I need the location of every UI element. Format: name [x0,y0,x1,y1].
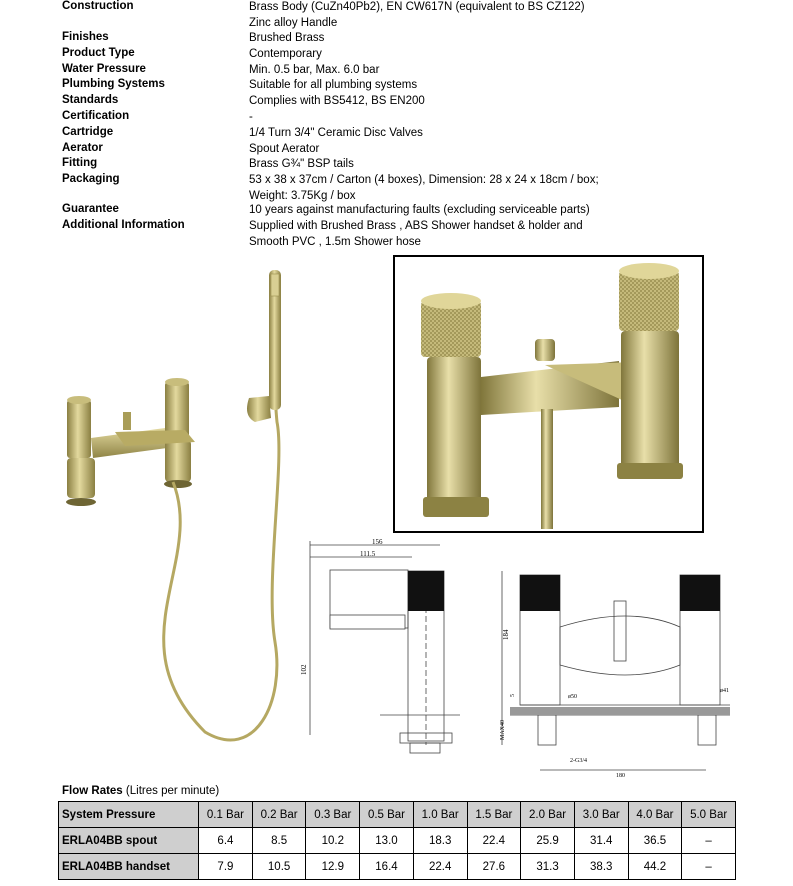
flow-cell: 13.0 [360,828,414,854]
spec-value-line: Brass G¾" BSP tails [249,158,354,170]
flow-header-label: System Pressure [59,802,199,828]
spec-label: Standards [62,94,119,106]
spec-value [249,110,629,126]
dim-g34: 2-G3/4 [570,758,587,764]
dim-184: 184 [502,629,510,640]
flow-cell: 10.5 [252,854,306,880]
flow-cell: 31.3 [521,854,575,880]
flow-cell: 22.4 [467,828,521,854]
flow-header-cell: 4.0 Bar [628,802,682,828]
spec-value [249,173,629,204]
flow-cell: 8.5 [252,828,306,854]
flow-header-cell: 1.0 Bar [413,802,467,828]
spec-label: Aerator [62,142,103,154]
dim-max40: MAX40 [500,719,506,740]
side-view-drawing [300,535,480,760]
flow-cell: 18.3 [413,828,467,854]
spec-value-line: Contemporary [249,48,322,60]
flow-row-label: ERLA04BB handset [59,854,199,880]
spec-value-line: Zinc alloy Handle [249,16,338,29]
spec-value-line: Smooth PVC , 1.5m Shower hose [249,235,421,248]
flow-cell: 36.5 [628,828,682,854]
spec-label: Fitting [62,157,98,169]
flow-header-cell: 3.0 Bar [574,802,628,828]
flow-row [59,854,736,880]
flow-cell: 16.4 [360,854,414,880]
spec-label: Packaging [62,173,120,185]
spec-value [249,203,629,219]
dim-180: 180 [616,773,625,779]
flow-cell: 12.9 [306,854,360,880]
flow-cell: 44.2 [628,854,682,880]
spec-label: Certification [62,110,130,122]
spec-label: Additional Information [62,219,185,231]
spec-value [249,157,629,173]
flow-cell: 7.9 [199,854,253,880]
spec-value [249,0,629,31]
spec-value [249,219,629,250]
flow-header-row [59,802,736,828]
spec-label: Product Type [62,47,135,59]
dim-d50: ø50 [568,694,577,700]
flow-cell: 38.3 [574,854,628,880]
spec-value [249,31,629,47]
spec-value-line: 10 years against manufacturing faults (excluding serviceable parts) [249,204,590,216]
spec-value-line: 53 x 38 x 37cm / Carton (4 boxes), Dimension: 28 x 24 x 18cm / box; [249,174,599,186]
flow-header-cell: 0.5 Bar [360,802,414,828]
spec-value-line: Spout Aerator [249,143,320,155]
spec-value-line: Brass Body (CuZn40Pb2), EN CW617N (equivalent to BS CZ122) [249,1,585,13]
flow-cell: 10.2 [306,828,360,854]
spec-value-line: Min. 0.5 bar, Max. 6.0 bar [249,64,380,76]
flow-header-cell: 1.5 Bar [467,802,521,828]
flow-header-cell: 5.0 Bar [682,802,736,828]
spec-value-line: 1/4 Turn 3/4" Ceramic Disc Valves [249,127,423,139]
spec-value-line: Suitable for all plumbing systems [249,79,418,91]
flow-cell: 31.4 [574,828,628,854]
front-view-drawing [490,565,740,780]
spec-label: Water Pressure [62,63,146,75]
flow-header-cell: 0.2 Bar [252,802,306,828]
spec-value-line: Complies with BS5412, BS EN200 [249,95,425,107]
dim-111-5: 111.5 [360,550,376,558]
spec-label: Guarantee [62,203,119,215]
flow-cell: 25.9 [521,828,575,854]
spec-value [249,142,629,158]
dim-156: 156 [372,538,383,546]
spec-value [249,94,629,110]
flow-header-cell: 0.3 Bar [306,802,360,828]
flow-cell: 22.4 [413,854,467,880]
spec-value-line: Brushed Brass [249,32,325,44]
flow-row-label: ERLA04BB spout [59,828,199,854]
dim-5: 5 [510,694,516,697]
flow-title [62,785,219,797]
flow-header-cell: 0.1 Bar [199,802,253,828]
spec-value-line: Weight: 3.75Kg / box [249,189,356,202]
flow-row [59,828,736,854]
flow-title-text: Flow Rates [62,785,123,797]
spec-label: Plumbing Systems [62,78,165,90]
spec-value [249,78,629,94]
spec-value [249,126,629,142]
spec-label: Construction [62,0,134,12]
flow-table [58,801,736,880]
spec-value-line: Supplied with Brushed Brass , ABS Shower handset & holder and [249,220,583,232]
flow-subtitle: (Litres per minute) [125,785,220,797]
product-photo [55,262,315,782]
flow-cell: 6.4 [199,828,253,854]
dim-d41: ø41 [720,688,729,694]
spec-value-line: - [249,111,253,123]
dim-102: 102 [300,664,308,675]
flow-cell: 27.6 [467,854,521,880]
flow-cell: – [682,854,736,880]
flow-header-cell: 2.0 Bar [521,802,575,828]
closeup-photo [393,255,704,533]
spec-label: Cartridge [62,126,114,138]
spec-label: Finishes [62,31,109,43]
flow-cell: – [682,828,736,854]
spec-value [249,63,629,79]
spec-value [249,47,629,63]
